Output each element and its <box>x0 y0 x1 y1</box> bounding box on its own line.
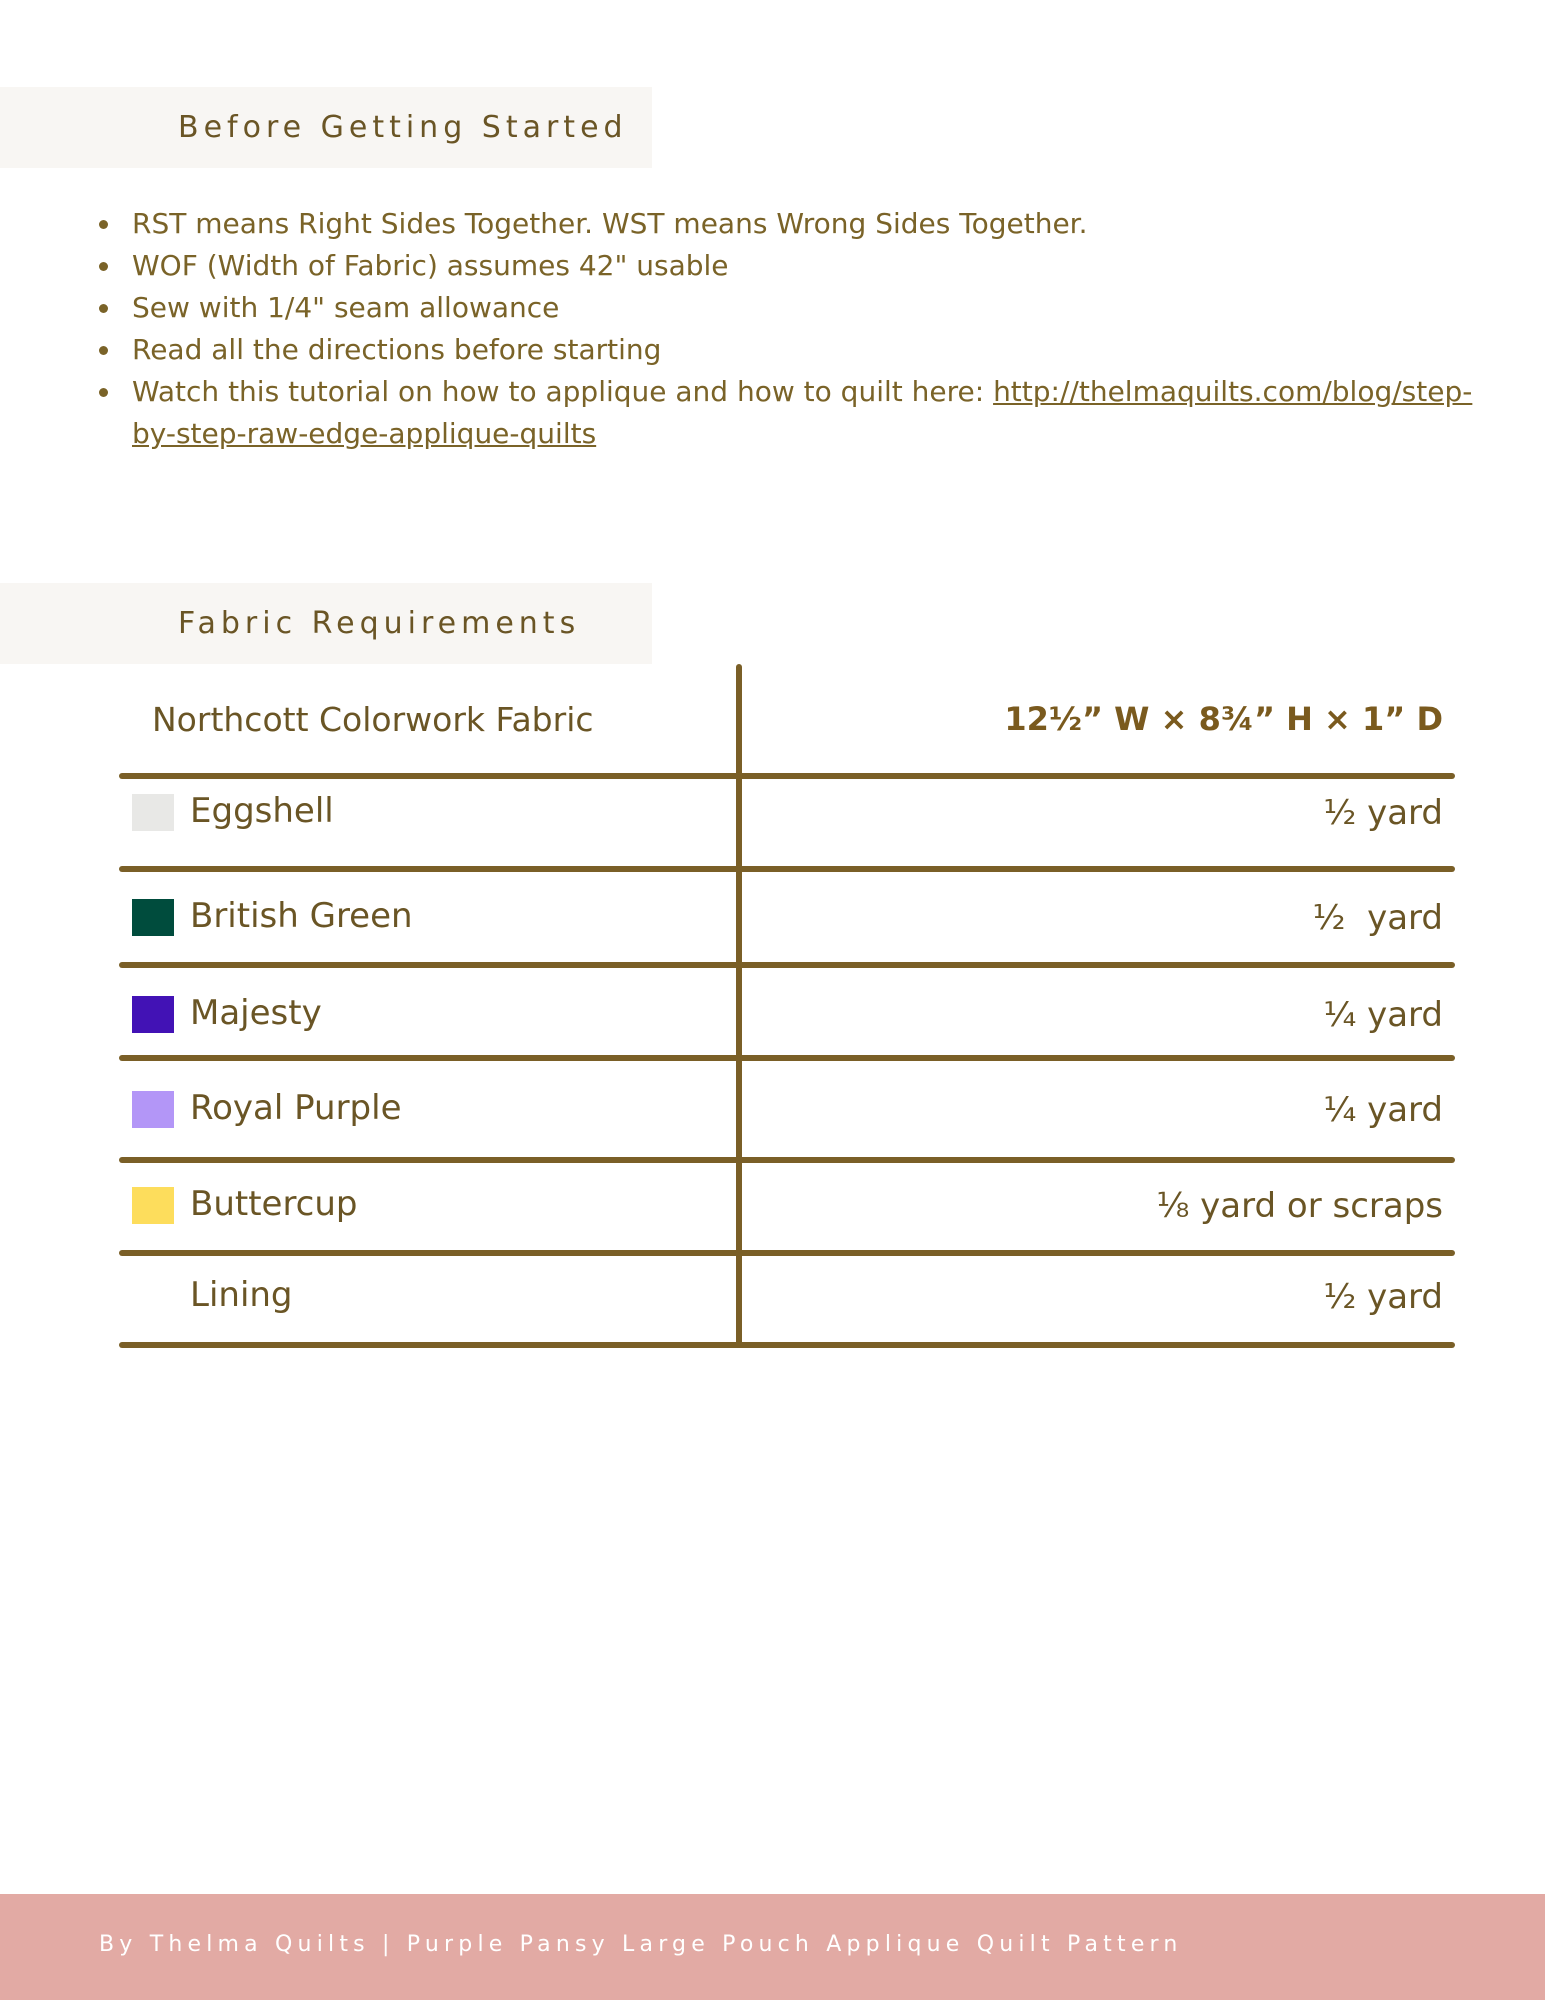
color-swatch <box>132 794 174 831</box>
table-row <box>119 888 1455 948</box>
table-row <box>119 783 1455 843</box>
table-row-divider <box>119 962 1455 968</box>
page-footer <box>0 1894 1545 2000</box>
fabric-amount: ¼ yard <box>1323 995 1443 1035</box>
table-row-divider <box>119 1157 1455 1163</box>
table-row <box>119 1080 1455 1140</box>
list-item: Read all the directions before starting <box>94 329 1474 371</box>
table-row-divider <box>119 1250 1455 1256</box>
section-title-fabric-requirements <box>0 583 652 664</box>
fabric-name: British Green <box>190 896 413 936</box>
color-swatch <box>132 996 174 1033</box>
fabric-name: Buttercup <box>190 1184 358 1224</box>
section-title-before-getting-started <box>0 87 652 168</box>
list-item: WOF (Width of Fabric) assumes 42" usable <box>94 245 1474 287</box>
color-swatch <box>132 1187 174 1224</box>
table-row <box>119 1176 1455 1236</box>
section-title-text: Fabric Requirements <box>178 606 581 641</box>
table-row-divider <box>119 1342 1455 1348</box>
section-title-text: Before Getting Started <box>178 110 628 145</box>
fabric-amount: ½ yard <box>1323 1277 1443 1317</box>
color-swatch <box>132 899 174 936</box>
table-header-fabric-line: Northcott Colorwork Fabric <box>152 700 594 739</box>
table-row-divider <box>119 773 1455 779</box>
table-row-divider <box>119 866 1455 872</box>
fabric-name: Eggshell <box>190 791 334 831</box>
list-item-tutorial <box>94 371 1474 455</box>
table-row <box>119 985 1455 1045</box>
table-row <box>119 1267 1455 1327</box>
tutorial-text: Watch this tutorial on how to applique and how to quilt here: <box>132 375 994 408</box>
footer-text: By Thelma Quilts | Purple Pansy Large Pouch Applique Quilt Pattern <box>99 1932 1183 1957</box>
table-header-dimensions: 12½” W × 8¾” H × 1” D <box>1004 700 1443 738</box>
list-item: RST means Right Sides Together. WST means Wrong Sides Together. <box>94 203 1474 245</box>
fabric-amount: ⅛ yard or scraps <box>1156 1186 1443 1226</box>
fabric-amount: ½ yard <box>1312 898 1443 938</box>
color-swatch <box>132 1091 174 1128</box>
instructions-list <box>94 203 1474 455</box>
list-item: Sew with 1/4" seam allowance <box>94 287 1474 329</box>
tutorial-link[interactable]: http://thelmaquilts.com/blog/step-by-step-raw-edge-applique-quilts <box>132 375 1473 450</box>
fabric-name: Lining <box>190 1275 293 1315</box>
fabric-amount: ¼ yard <box>1323 1090 1443 1130</box>
fabric-name: Royal Purple <box>190 1088 402 1128</box>
table-row-divider <box>119 1055 1455 1061</box>
fabric-amount: ½ yard <box>1323 793 1443 833</box>
fabric-name: Majesty <box>190 993 322 1033</box>
